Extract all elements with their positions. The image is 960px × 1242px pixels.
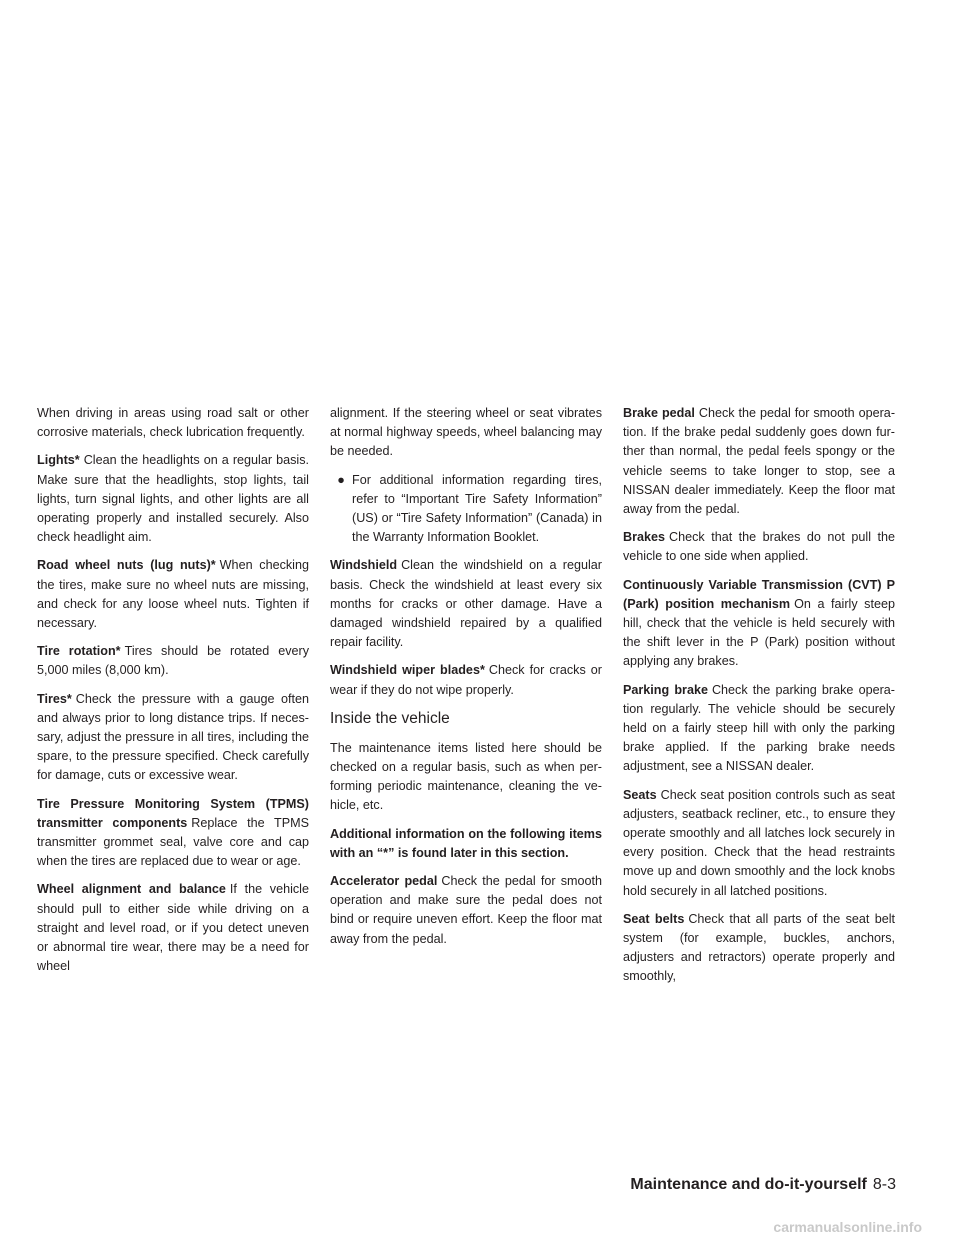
item-term: Windshield wiper blades* (330, 663, 485, 678)
intro-paragraph: When driving in areas using road salt or other corrosive materials, check lubrication frequently. (37, 406, 309, 440)
item-term: Lights* (37, 453, 80, 468)
continued-paragraph: alignment. If the steering wheel or seat vibrates at normal highway speeds, wheel balancing may be needed. (330, 406, 602, 459)
item-term: Road wheel nuts (lug nuts)* (37, 558, 216, 573)
item-term: Parking brake (623, 682, 708, 697)
item-term: Continuously Variable Transmission (CVT) P (Park) position mechanism (623, 577, 895, 611)
item-term: Brake pedal (623, 406, 695, 420)
item-wheel-nuts (37, 556, 309, 633)
item-seat-belts (623, 910, 895, 987)
item-seats (623, 786, 895, 901)
item-lights (37, 451, 309, 547)
item-tires (37, 690, 309, 786)
item-text: Check the pressure with a gauge often and always prior to long distance trips. If necessary, adjust the pressure in all tires, including the spare, to the pressure specified. Check carefully for damage, cuts or excessive wear. (37, 691, 309, 783)
item-accelerator-pedal (330, 872, 602, 949)
item-term: Windshield (330, 558, 398, 573)
watermark: carmanualsonline.info (773, 1219, 922, 1235)
item-brakes (623, 528, 895, 566)
bullet-icon: ● (337, 472, 345, 487)
item-text: Check the pedal for smooth operation. If the brake pedal suddenly goes down further than normal, the pedal feels spongy or the vehicle seems to take longer to stop, see a NISSAN dealer immediately. Keep the floor mat away from the pedal. (623, 406, 896, 517)
item-text: Check seat position controls such as seat adjusters, seatback recliner, etc., to ensure they operate smoothly and all latches lock securely in every position. Check that the head restraints move up and down smoothly and the lock knobs hold securely in all latched positions. (623, 787, 895, 898)
item-text: If the vehicle should pull to either side while driving on a straight and level road, or if you detect uneven or abnormal tire wear, there may be a need for wheel (37, 882, 309, 974)
item-term: Brakes (623, 530, 666, 545)
item-windshield (330, 556, 602, 652)
asterisk-note: Additional information on the following items with an “*” is found later in this section. (330, 826, 602, 860)
item-term: Seat belts (623, 911, 685, 926)
column-left (37, 404, 309, 985)
item-term: Tires* (37, 691, 72, 706)
item-wheel-alignment (37, 880, 309, 976)
item-text: Clean the headlights on a regular basis. Make sure that the headlights, stop lights, tail lights, turn signal lights, and other lights are all operating properly and installed securely. Also check headlight aim. (37, 453, 309, 545)
column-right (623, 404, 895, 996)
bullet-text: For additional information regarding tires, refer to “Important Tire Safety Information” (US) or “Tire Safety Information” (Canada) in the Warranty Information Booklet. (352, 472, 602, 545)
item-text: Replace the TPMS transmitter grommet seal, valve core and cap when the tires are replaced due to wear or age. (37, 815, 309, 869)
item-wiper-blades (330, 661, 602, 699)
section-heading: Inside the vehicle (330, 709, 450, 727)
item-text: Check the parking brake operation regularly. The vehicle should be securely held on a fairly steep hill with only the parking brake applied. If the parking brake needs adjustment, see a NISSAN dealer. (623, 682, 895, 774)
page-number: 8-3 (872, 1176, 896, 1193)
item-parking-brake (623, 681, 895, 777)
footer-section-title: Maintenance and do-it-yourself (630, 1176, 867, 1193)
item-tire-rotation (37, 642, 309, 680)
item-term: Tire Pressure Monitoring System (TPMS) transmitter components (37, 796, 309, 830)
item-term: Accelerator pedal (330, 874, 438, 889)
item-text: Tires should be rotated every 5,000 miles (8,000 km). (37, 644, 310, 678)
item-text: On a fairly steep hill, check that the vehicle is held securely with the shift lever in the P (Park) position without applying any brakes. (623, 596, 895, 669)
item-brake-pedal (623, 404, 895, 519)
item-term: Tire rotation* (37, 644, 121, 659)
item-text: Check the pedal for smooth operation and make sure the pedal does not bind or require uneven effort. Keep the floor mat away from the pedal. (330, 874, 602, 946)
item-term: Seats (623, 787, 657, 802)
item-term: Wheel alignment and balance (37, 882, 226, 897)
page-footer (630, 1176, 896, 1194)
item-text: Check that all parts of the seat belt system (for example, buckles, anchors, adjusters and retractors) operate properly and smoothly, (623, 911, 895, 984)
section-intro: The maintenance items listed here should be checked on a regular basis, such as when performing periodic maintenance, cleaning the vehicle, etc. (330, 740, 602, 813)
bullet-item (330, 471, 602, 548)
item-tpms (37, 795, 309, 872)
item-text: Check for cracks or wear if they do not wipe properly. (330, 663, 602, 697)
item-text: Clean the windshield on a regular basis. Check the windshield at least every six months for cracks or other damage. Have a damaged windshield repaired by a qualified repair facility. (330, 558, 602, 650)
column-middle (330, 404, 602, 958)
item-text: When checking the tires, make sure no wheel nuts are missing, and check for any loose wheel nuts. Tighten if necessary. (37, 558, 309, 631)
item-cvt-park (623, 576, 895, 672)
item-text: Check that the brakes do not pull the vehicle to one side when applied. (623, 530, 895, 564)
